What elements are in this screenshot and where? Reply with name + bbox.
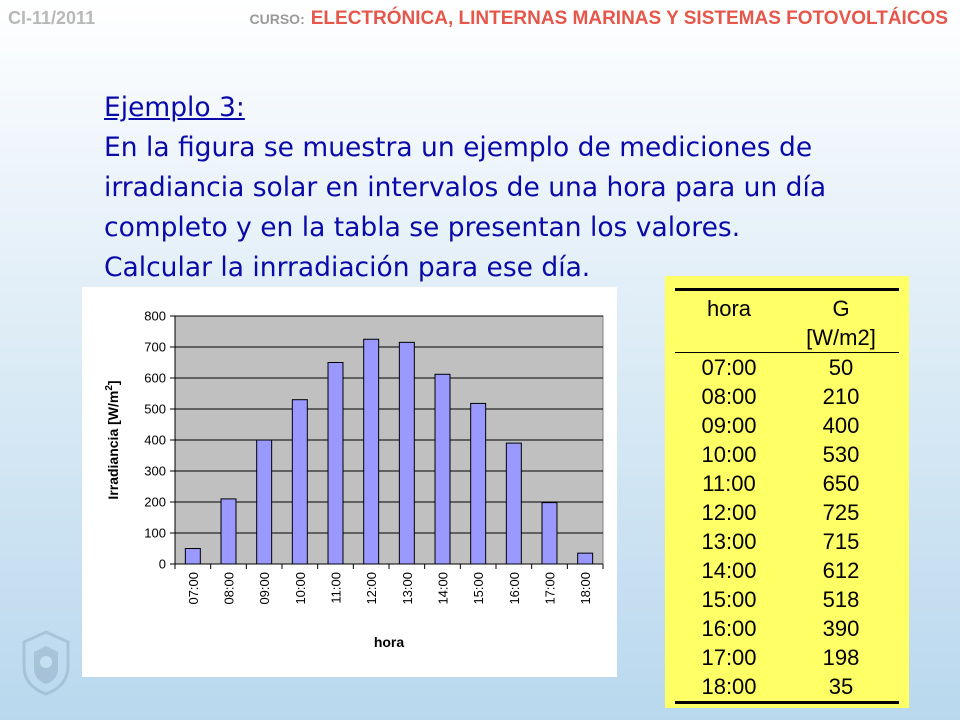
course-header [250,8,948,30]
header-g [783,290,899,353]
table-row [675,498,899,527]
chart-svg [82,287,617,677]
table-row [675,382,899,411]
table-cell-g: 650 [822,471,860,496]
table-row [675,411,899,440]
table-cell-hora: 12:00 [701,500,757,525]
example-line-1: En la figura se muestra un ejemplo de mediciones de [104,132,813,163]
table-row [675,353,899,383]
table-cell-g: 518 [822,587,860,612]
table-cell-hora: 11:00 [702,471,756,496]
y-tick-label: 600 [144,370,166,386]
table-cell-g: 612 [822,558,860,583]
x-tick-label: 10:00 [292,572,308,605]
table-cell-g: 390 [822,616,860,641]
y-tick-label: 500 [144,401,166,417]
x-tick-label: 17:00 [542,572,558,605]
course-code: CI-11/2011 [8,8,96,28]
y-axis-title: Irradiancia $[W/m^2]$ [104,380,121,500]
bar [364,339,379,564]
table-cell-hora: 17:00 [701,645,757,670]
example-line-2: irradiancia solar en intervalos de una hora para un día [104,172,827,203]
x-axis-title: hora [373,634,405,650]
y-tick-label: 800 [144,308,166,324]
bar [257,440,272,564]
table-row [675,556,899,585]
y-tick-label: 0 [158,556,166,572]
irradiance-chart [82,287,617,677]
header-hora: hora [675,290,783,353]
y-tick-label: 700 [144,339,166,355]
bar [542,503,557,564]
table-row [675,527,899,556]
y-tick-label: 200 [144,494,166,510]
table-cell-g: 725 [822,500,860,525]
table-cell-hora: 07:00 [701,355,757,380]
bar [399,342,414,564]
table-cell-g: 198 [822,645,860,670]
table-row [675,672,899,703]
table-header-row [675,290,899,353]
example-text [104,88,924,288]
example-line-3: completo y en la tabla se presentan los valores. [104,212,741,243]
table-cell-g: 400 [822,413,860,438]
x-tick-label: 12:00 [364,572,380,605]
table-cell-g: 35 [783,672,899,703]
header-g-symbol: G [832,296,850,321]
bar [328,363,343,565]
values-table-panel [665,276,909,708]
bar [221,499,236,564]
y-tick-label: 300 [144,463,166,479]
table-row [675,643,899,672]
header-g-unit: [W/m2] [806,325,876,350]
x-tick-label: 16:00 [506,572,522,605]
bar [292,400,307,564]
example-heading: Ejemplo 3: [104,92,245,123]
table-cell-g: 210 [822,384,860,409]
table-cell-hora: 18:00 [675,672,783,703]
table-cell-hora: 16:00 [701,616,757,641]
table-row [675,585,899,614]
bar [578,553,593,564]
x-tick-label: 14:00 [435,572,451,605]
x-tick-label: 13:00 [399,572,415,605]
table-cell-g: 50 [828,355,854,380]
table-row [675,440,899,469]
course-label: CURSO: [249,11,305,27]
x-tick-label: 07:00 [185,572,201,605]
y-tick-label: 100 [144,525,166,541]
university-seal-icon [16,628,76,702]
x-tick-label: 08:00 [221,572,237,605]
table-cell-g: 715 [822,529,860,554]
example-line-4: Calcular la inrradiación para ese día. [104,252,591,283]
bar [471,403,486,564]
table-cell-hora: 09:00 [701,413,757,438]
bar [506,443,521,564]
table-cell-hora: 08:00 [701,384,757,409]
bar [435,374,450,564]
table-row [675,469,899,498]
table-cell-g: 530 [822,442,860,467]
x-tick-label: 09:00 [257,572,273,605]
table-cell-hora: 15:00 [701,587,757,612]
x-tick-label: 18:00 [578,572,594,605]
course-title: ELECTRÓNICA, LINTERNAS MARINAS Y SISTEMAS FOTOVOLTÁICOS [310,8,948,29]
table-row [675,614,899,643]
bar [185,549,200,565]
x-tick-label: 15:00 [471,572,487,605]
values-table [675,288,899,704]
table-cell-hora: 13:00 [701,529,757,554]
x-tick-label: 11:00 [328,572,344,604]
table-cell-hora: 14:00 [701,558,757,583]
y-tick-label: 400 [144,432,166,448]
table-cell-hora: 10:00 [701,442,757,467]
